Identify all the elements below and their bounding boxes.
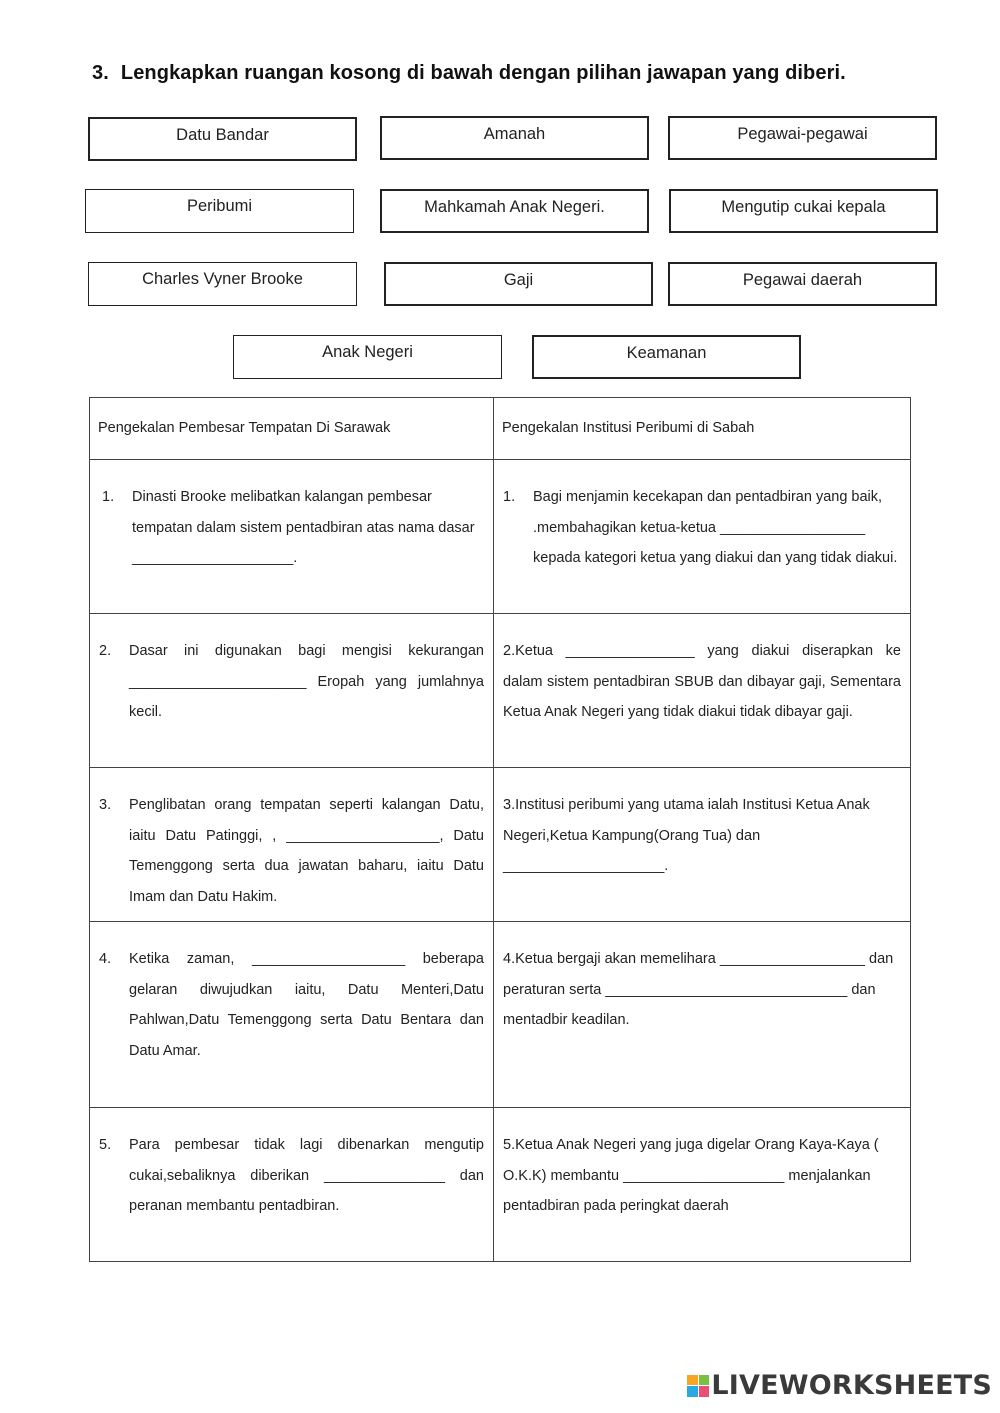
choice-gaji[interactable]: Gaji [384, 262, 653, 306]
choice-pegawai-pegawai[interactable]: Pegawai-pegawai [668, 116, 937, 160]
table-header-sarawak: Pengekalan Pembesar Tempatan Di Sarawak [90, 398, 494, 460]
row5-right-cell: 5.Ketua Anak Negeri yang juga digelar Orang Kaya-Kaya ( O.K.K) membantu ____________________ menjalankan pentadbiran pada peringkat daerah [503, 1137, 879, 1215]
question-number: 3. [92, 62, 109, 84]
worksheet-table [89, 397, 911, 1262]
liveworksheets-logo[interactable] [687, 1370, 992, 1401]
choice-pegawai-daerah[interactable]: Pegawai daerah [668, 262, 937, 306]
row5-left-cell: 5. Para pembesar tidak lagi dibenarkan mengutip cukai,sebaliknya diberikan _______________ dan peranan membantu pentadbiran. [99, 1137, 484, 1215]
row3-left-cell: 3. Penglibatan orang tempatan seperti kalangan Datu, iaitu Datu Patinggi, , ___________________, Datu Temenggong serta dua jawatan baharu, iaitu Datu Imam dan Datu Hakim. [99, 797, 484, 905]
choice-mahkamah-anak-negeri[interactable]: Mahkamah Anak Negeri. [380, 189, 649, 233]
choice-keamanan[interactable]: Keamanan [532, 335, 801, 379]
row4-right-cell: 4.Ketua bergaji akan memelihara __________________ dan peraturan serta ______________________________ dan mentadbir keadilan. [503, 951, 894, 1029]
choice-peribumi[interactable]: Peribumi [85, 189, 354, 233]
choice-amanah[interactable]: Amanah [380, 116, 649, 160]
choice-anak-negeri[interactable]: Anak Negeri [233, 335, 502, 379]
logo-square-green [699, 1375, 710, 1386]
logo-mark-icon [687, 1375, 709, 1397]
logo-square-blue [687, 1386, 698, 1397]
table-row [90, 460, 911, 614]
row3-right-cell: 3.Institusi peribumi yang utama ialah Institusi Ketua Anak Negeri,Ketua Kampung(Orang Tua) dan ____________________. [503, 797, 870, 875]
row2-right-cell: 2.Ketua ________________ yang diakui diserapkan ke dalam sistem pentadbiran SBUB dan dibayar gaji, Sementara Ketua Anak Negeri yang tidak diakui tidak dibayar gaji. [503, 643, 901, 721]
choice-charles-vyner-brooke[interactable]: Charles Vyner Brooke [88, 262, 357, 306]
question-title [92, 62, 846, 85]
logo-square-pink [699, 1386, 710, 1397]
table-row [90, 1108, 911, 1262]
row2-left-cell: 2. Dasar ini digunakan bagi mengisi kekurangan ______________________ Eropah yang jumlahnya kecil. [99, 643, 484, 721]
choice-mengutip-cukai-kepala[interactable]: Mengutip cukai kepala [669, 189, 938, 233]
row4-left-cell: 4. Ketika zaman, ___________________ beberapa gelaran diwujudkan iaitu, Datu Menteri,Datu Pahlwan,Datu Temenggong serta Datu Bentara dan Datu Amar. [99, 951, 484, 1059]
question-instruction: Lengkapkan ruangan kosong di bawah dengan pilihan jawapan yang diberi. [120, 62, 846, 84]
table-row [90, 922, 911, 1108]
choice-datu-bandar[interactable]: Datu Bandar [88, 117, 357, 161]
table-row [90, 614, 911, 768]
table-header-sabah: Pengekalan Institusi Peribumi di Sabah [494, 398, 911, 460]
row1-right-cell: 1. Bagi menjamin kecekapan dan pentadbiran yang baik, .membahagikan ketua-ketua __________________ kepada kategori ketua yang diakui dan yang tidak diakui. [503, 489, 898, 567]
logo-text: LIVEWORKSHEETS [711, 1370, 992, 1401]
row1-left-cell: 1. Dinasti Brooke melibatkan kalangan pembesar tempatan dalam sistem pentadbiran atas nama dasar ____________________. [102, 489, 475, 567]
logo-square-orange [687, 1375, 698, 1386]
table-row [90, 768, 911, 922]
